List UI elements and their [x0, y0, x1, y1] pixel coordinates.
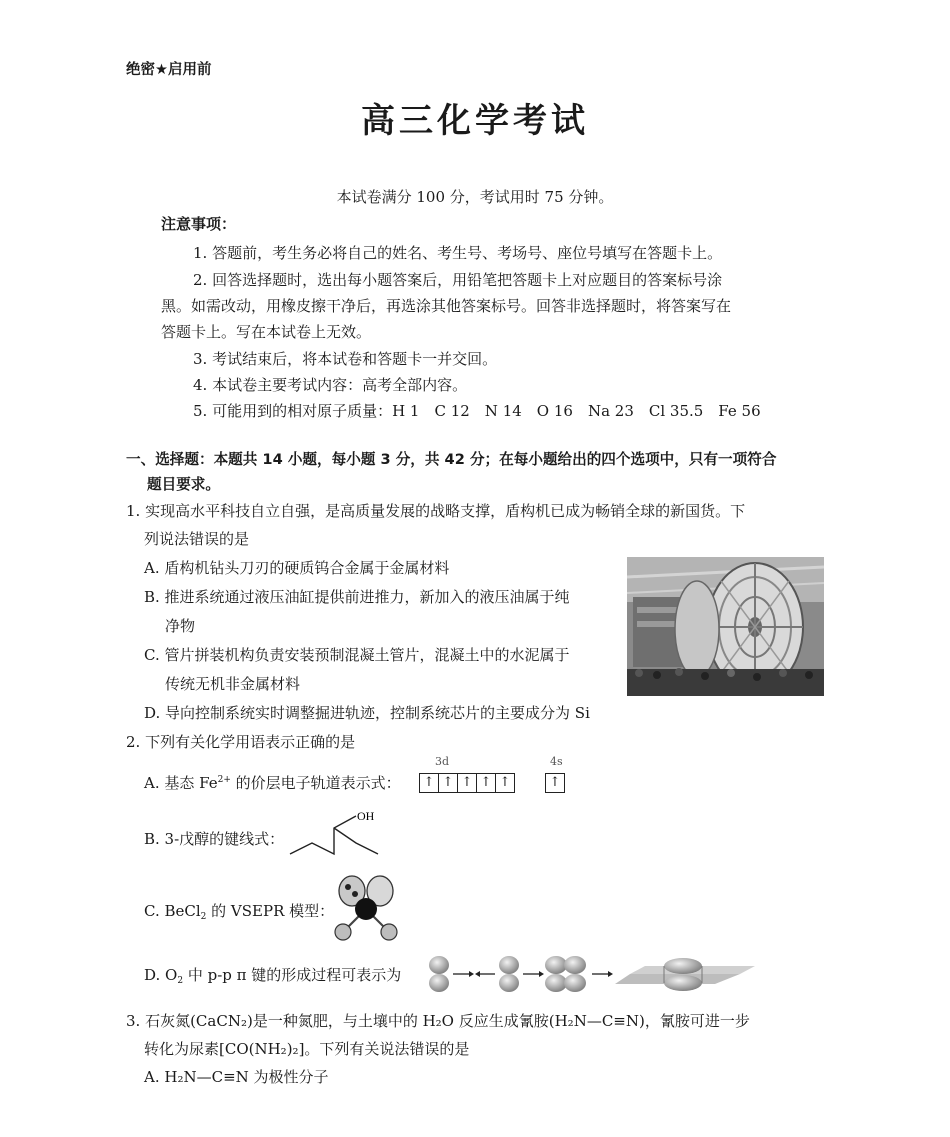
notice-line: 黑。如需改动，用橡皮擦干净后，再选涂其他答案标号。回答非选择题时，将答案写在 — [161, 297, 732, 315]
q2-d-text-cont: 中 p-p π 键的形成过程可表示为 — [183, 966, 402, 984]
q2-a-text-cont: 的价层电子轨道表示式： — [230, 774, 401, 792]
q2-d-text: D. O — [144, 966, 178, 984]
up-arrow-icon: ↑ — [495, 773, 515, 793]
q2-stem: 2. 下列有关化学用语表示正确的是 — [126, 733, 356, 751]
q1-option-b: B. 推进系统通过液压油缸提供前进推力，新加入的液压油属于纯 — [144, 588, 570, 606]
notice-line: 2. 回答选择题时，选出每小题答案后，用铅笔把答题卡上对应题目的答案标号涂 — [193, 271, 723, 289]
label-4s: 4s — [550, 755, 563, 768]
notice-line: 4. 本试卷主要考试内容：高考全部内容。 — [193, 376, 468, 394]
orbital-4s-box — [546, 772, 565, 793]
q1-stem-cont: 列说法错误的是 — [144, 530, 250, 548]
notice-line: 5. 可能用到的相对原子质量：H 1 C 12 N 14 O 16 Na 23 Cl 35.5 Fe 56 — [193, 402, 761, 420]
exam-title: 高三化学考试 — [361, 101, 589, 141]
q1-stem: 1. 实现高水平科技自立自强，是高质量发展的战略支撑，盾构机已成为畅销全球的新国货。下 — [126, 502, 746, 520]
q2-c-text-cont: 的 VSEPR 模型： — [206, 902, 335, 920]
notice-heading: 注意事项： — [161, 215, 237, 233]
q2-option-d — [144, 964, 401, 986]
pi-bond-formation-diagram — [425, 953, 780, 995]
q2-option-b: B. 3-戊醇的键线式： — [144, 830, 285, 848]
up-arrow-icon: ↑ — [438, 773, 458, 793]
q1-option-c: C. 管片拼装机构负责安装预制混凝土管片，混凝土中的水泥属于 — [144, 646, 570, 664]
exam-subtitle: 本试卷满分 100 分，考试用时 75 分钟。 — [336, 188, 614, 206]
q3-stem-cont: 转化为尿素[CO(NH₂)₂]。下列有关说法错误的是 — [144, 1040, 470, 1058]
vsepr-model-icon — [330, 875, 402, 945]
q3-option-a: A. H₂N—C≡N 为极性分子 — [144, 1068, 329, 1086]
tunnel-boring-machine-photo — [627, 557, 824, 696]
up-arrow-icon: ↑ — [419, 773, 439, 793]
q2-a-superscript: 2+ — [217, 775, 231, 785]
up-arrow-icon: ↑ — [545, 773, 565, 793]
section-heading: 一、选择题：本题共 14 小题，每小题 3 分，共 42 分；在每小题给出的四个选项中，只有一项符合 — [126, 451, 777, 468]
up-arrow-icon: ↑ — [457, 773, 477, 793]
q2-option-c — [144, 900, 334, 922]
orbital-3d-boxes — [420, 772, 515, 793]
notice-line: 1. 答题前，考生务必将自己的姓名、考生号、考场号、座位号填写在答题卡上。 — [193, 244, 723, 262]
q1-option-a: A. 盾构机钻头刀刃的硬质钨合金属于金属材料 — [144, 559, 450, 577]
q2-c-subscript: 2 — [200, 912, 207, 922]
q1-option-c-cont: 传统无机非金属材料 — [165, 675, 301, 693]
q2-d-subscript: 2 — [177, 976, 184, 986]
notice-line: 3. 考试结束后，将本试卷和答题卡一并交回。 — [193, 350, 498, 368]
q2-option-a — [144, 772, 401, 793]
confidential-label: 绝密★启用前 — [126, 62, 212, 78]
q2-c-text: C. BeCl — [144, 902, 201, 920]
up-arrow-icon: ↑ — [476, 773, 496, 793]
q1-option-d: D. 导向控制系统实时调整掘进轨迹，控制系统芯片的主要成分为 Si — [144, 704, 590, 722]
q3-stem: 3. 石灰氮(CaCN₂)是一种氮肥，与土壤中的 H₂O 反应生成氰胺(H₂N—C≡N)，氰胺可进一步 — [126, 1012, 750, 1030]
section-heading-cont: 题目要求。 — [147, 476, 220, 493]
oh-label: OH — [357, 809, 375, 823]
q2-a-text: A. 基态 Fe — [144, 774, 218, 792]
notice-line: 答题卡上。写在本试卷上无效。 — [161, 323, 372, 341]
pentanol-skeletal-structure — [285, 800, 395, 870]
label-3d: 3d — [435, 755, 450, 768]
q1-option-b-cont: 净物 — [165, 617, 196, 635]
